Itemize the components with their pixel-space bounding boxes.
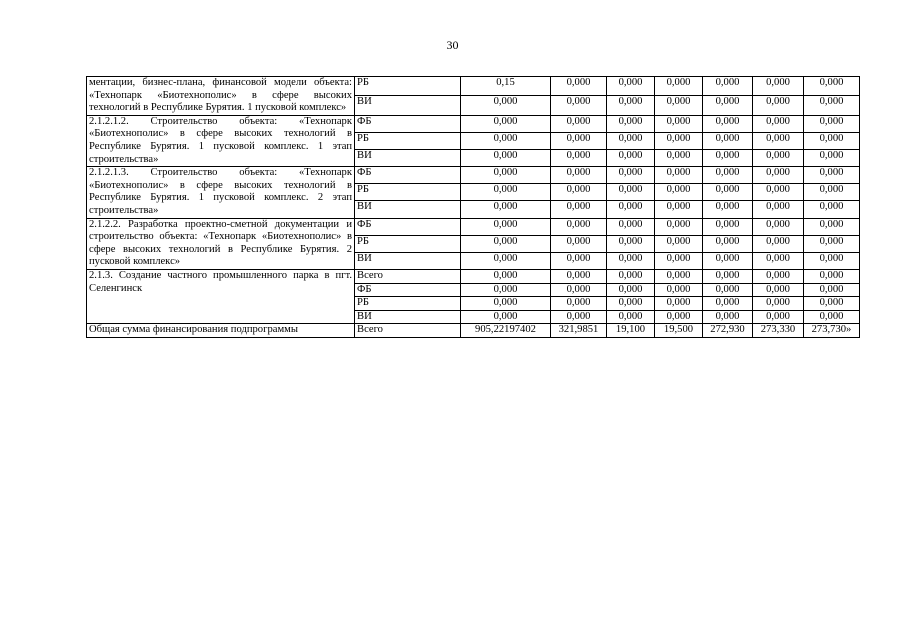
event-name-cell: 2.1.2.1.3. Строительство объекта: «Технопарк «Биотехнополис» в сфере высоких технологий в Республике Бурятия. 1 пусковой комплекс. 2 этап строительства» <box>87 167 355 218</box>
funding-source-cell: Всего <box>355 269 461 283</box>
value-cell: 0,000 <box>607 235 655 252</box>
value-cell: 0,000 <box>753 269 804 283</box>
funding-source-cell: ВИ <box>355 96 461 115</box>
value-cell: 0,000 <box>804 201 860 218</box>
table-row <box>87 269 860 283</box>
total-value-cell: 272,930 <box>703 324 753 338</box>
value-cell: 0,000 <box>655 115 703 132</box>
funding-source-cell: ВИ <box>355 150 461 167</box>
value-cell: 0,000 <box>804 218 860 235</box>
value-cell: 0,000 <box>607 150 655 167</box>
value-cell: 0,000 <box>703 235 753 252</box>
value-cell: 0,000 <box>655 218 703 235</box>
value-cell: 0,000 <box>551 115 607 132</box>
value-cell: 0,000 <box>461 297 551 311</box>
value-cell: 0,000 <box>703 150 753 167</box>
value-cell: 0,000 <box>703 184 753 201</box>
value-cell: 0,000 <box>551 218 607 235</box>
value-cell: 0,000 <box>551 283 607 297</box>
value-cell: 0,000 <box>703 283 753 297</box>
funding-source-cell: ФБ <box>355 218 461 235</box>
value-cell: 0,000 <box>804 235 860 252</box>
value-cell: 0,000 <box>753 297 804 311</box>
value-cell: 0,000 <box>753 77 804 96</box>
value-cell: 0,000 <box>703 96 753 115</box>
value-cell: 0,000 <box>607 218 655 235</box>
value-cell: 0,000 <box>703 167 753 184</box>
value-cell: 0,000 <box>703 115 753 132</box>
total-value-cell: 273,730» <box>804 324 860 338</box>
value-cell: 0,000 <box>703 297 753 311</box>
value-cell: 0,000 <box>607 77 655 96</box>
table-row <box>87 167 860 184</box>
total-value-cell: 19,100 <box>607 324 655 338</box>
total-value-cell: 273,330 <box>753 324 804 338</box>
value-cell: 0,000 <box>655 77 703 96</box>
value-cell: 0,000 <box>607 310 655 324</box>
value-cell: 0,000 <box>655 310 703 324</box>
value-cell: 0,000 <box>753 252 804 269</box>
value-cell: 0,000 <box>804 115 860 132</box>
value-cell: 0,000 <box>804 297 860 311</box>
funding-source-cell: РБ <box>355 77 461 96</box>
value-cell: 0,000 <box>551 269 607 283</box>
funding-source-cell: РБ <box>355 235 461 252</box>
value-cell: 0,000 <box>655 132 703 149</box>
value-cell: 0,000 <box>655 252 703 269</box>
value-cell: 0,000 <box>753 235 804 252</box>
value-cell: 0,000 <box>551 132 607 149</box>
funding-source-cell: ВИ <box>355 201 461 218</box>
total-name-cell: Общая сумма финансирования подпрограммы <box>87 324 355 338</box>
value-cell: 0,000 <box>703 310 753 324</box>
value-cell: 0,000 <box>551 297 607 311</box>
value-cell: 0,000 <box>607 252 655 269</box>
value-cell: 0,000 <box>551 201 607 218</box>
value-cell: 0,000 <box>703 218 753 235</box>
value-cell: 0,000 <box>804 77 860 96</box>
value-cell: 0,000 <box>753 201 804 218</box>
value-cell: 0,000 <box>461 252 551 269</box>
funding-source-cell: ВИ <box>355 310 461 324</box>
value-cell: 0,000 <box>461 184 551 201</box>
value-cell: 0,000 <box>461 283 551 297</box>
value-cell: 0,000 <box>753 115 804 132</box>
value-cell: 0,000 <box>461 150 551 167</box>
funding-source-cell: ФБ <box>355 115 461 132</box>
funding-source-cell: РБ <box>355 132 461 149</box>
value-cell: 0,000 <box>607 297 655 311</box>
total-source-cell: Всего <box>355 324 461 338</box>
value-cell: 0,000 <box>551 235 607 252</box>
value-cell: 0,000 <box>607 132 655 149</box>
total-value-cell: 19,500 <box>655 324 703 338</box>
funding-source-cell: ФБ <box>355 167 461 184</box>
value-cell: 0,000 <box>753 184 804 201</box>
value-cell: 0,000 <box>804 283 860 297</box>
value-cell: 0,000 <box>607 201 655 218</box>
value-cell: 0,000 <box>804 252 860 269</box>
value-cell: 0,000 <box>607 283 655 297</box>
value-cell: 0,000 <box>461 218 551 235</box>
value-cell: 0,000 <box>461 115 551 132</box>
value-cell: 0,000 <box>753 96 804 115</box>
total-value-cell: 321,9851 <box>551 324 607 338</box>
value-cell: 0,15 <box>461 77 551 96</box>
funding-source-cell: РБ <box>355 184 461 201</box>
value-cell: 0,000 <box>551 167 607 184</box>
value-cell: 0,000 <box>753 150 804 167</box>
value-cell: 0,000 <box>703 132 753 149</box>
value-cell: 0,000 <box>551 310 607 324</box>
value-cell: 0,000 <box>655 150 703 167</box>
value-cell: 0,000 <box>607 167 655 184</box>
event-name-cell: 2.1.2.2. Разработка проектно-сметной документации и строительство объекта: «Технопарк «Биотехнополис» в сфере высоких технологий в Республике Бурятия. 2 пусковой комплекс» <box>87 218 355 269</box>
value-cell: 0,000 <box>703 269 753 283</box>
table-row <box>87 77 860 96</box>
value-cell: 0,000 <box>655 235 703 252</box>
value-cell: 0,000 <box>655 269 703 283</box>
value-cell: 0,000 <box>804 184 860 201</box>
value-cell: 0,000 <box>804 96 860 115</box>
value-cell: 0,000 <box>607 115 655 132</box>
financing-table <box>86 76 860 338</box>
value-cell: 0,000 <box>753 310 804 324</box>
value-cell: 0,000 <box>804 310 860 324</box>
page-number: 30 <box>446 38 459 52</box>
event-name-cell: ментации, бизнес-плана, финансовой модели объекта: «Технопарк «Биотехнополис» в сфере высоких технологий в Республике Бурятия. 1 пусковой комплекс» <box>87 77 355 116</box>
value-cell: 0,000 <box>655 201 703 218</box>
event-name-cell: 2.1.2.1.2. Строительство объекта: «Технопарк «Биотехнополис» в сфере высоких технологий в Республике Бурятия. 1 пусковой комплекс. 1 этап строительства» <box>87 115 355 166</box>
value-cell: 0,000 <box>461 96 551 115</box>
value-cell: 0,000 <box>804 150 860 167</box>
value-cell: 0,000 <box>753 132 804 149</box>
value-cell: 0,000 <box>804 269 860 283</box>
value-cell: 0,000 <box>655 167 703 184</box>
value-cell: 0,000 <box>703 77 753 96</box>
value-cell: 0,000 <box>753 283 804 297</box>
value-cell: 0,000 <box>461 201 551 218</box>
funding-source-cell: РБ <box>355 297 461 311</box>
value-cell: 0,000 <box>461 310 551 324</box>
value-cell: 0,000 <box>607 96 655 115</box>
value-cell: 0,000 <box>804 167 860 184</box>
value-cell: 0,000 <box>655 96 703 115</box>
value-cell: 0,000 <box>655 184 703 201</box>
value-cell: 0,000 <box>461 269 551 283</box>
value-cell: 0,000 <box>551 184 607 201</box>
value-cell: 0,000 <box>703 252 753 269</box>
value-cell: 0,000 <box>461 167 551 184</box>
table-row <box>87 218 860 235</box>
value-cell: 0,000 <box>655 297 703 311</box>
funding-source-cell: ФБ <box>355 283 461 297</box>
table-row <box>87 115 860 132</box>
value-cell: 0,000 <box>655 283 703 297</box>
value-cell: 0,000 <box>607 184 655 201</box>
value-cell: 0,000 <box>753 218 804 235</box>
value-cell: 0,000 <box>461 132 551 149</box>
value-cell: 0,000 <box>551 150 607 167</box>
funding-source-cell: ВИ <box>355 252 461 269</box>
value-cell: 0,000 <box>607 269 655 283</box>
value-cell: 0,000 <box>551 252 607 269</box>
value-cell: 0,000 <box>804 132 860 149</box>
value-cell: 0,000 <box>551 96 607 115</box>
event-name-cell: 2.1.3. Создание частного промышленного парка в пгт. Селенгинск <box>87 269 355 323</box>
value-cell: 0,000 <box>551 77 607 96</box>
value-cell: 0,000 <box>461 235 551 252</box>
value-cell: 0,000 <box>753 167 804 184</box>
total-row <box>87 324 860 338</box>
value-cell: 0,000 <box>703 201 753 218</box>
total-value-cell: 905,22197402 <box>461 324 551 338</box>
